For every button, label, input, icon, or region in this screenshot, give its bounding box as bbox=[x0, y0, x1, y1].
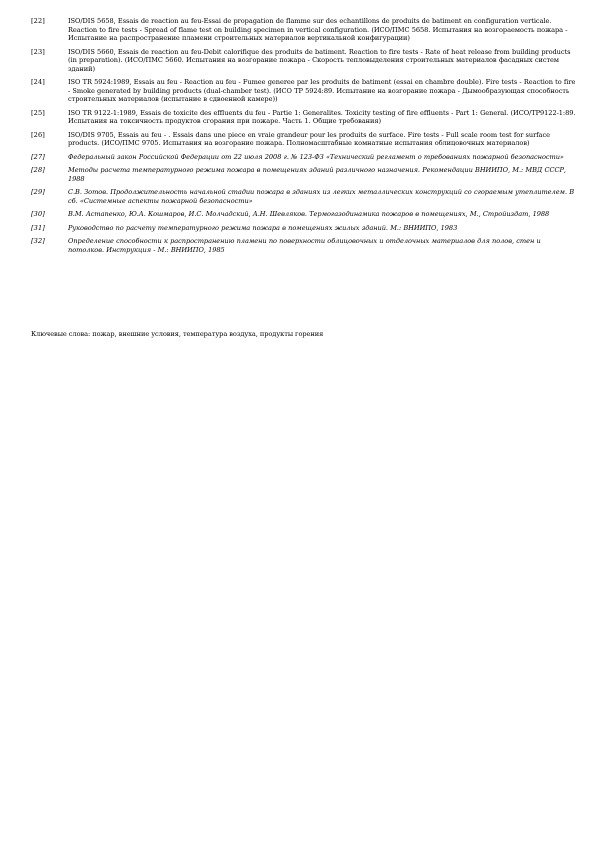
reference-number: [30] bbox=[31, 210, 45, 218]
reference-item bbox=[31, 153, 577, 162]
reference-number: [31] bbox=[31, 223, 45, 232]
reference-number: [22] bbox=[31, 17, 45, 25]
reference-text: ISO TR 9122-1:1989, Essais de toxicite des effluents du feu - Partie 1: Generalites. Toxicity testing of fire effluents - Part 1: General. (ИСО/ТР9122-1:89. Испытания на токсичность продуктов сгорания при пожаре. Часть 1. Общие требования) bbox=[68, 108, 576, 125]
reference-text: Руководство по расчету температурного режима пожара в помещениях жилых зданий. М.: ВНИИПО, 1983 bbox=[68, 223, 458, 232]
reference-number: [25] bbox=[31, 108, 45, 117]
reference-number: [23] bbox=[31, 47, 45, 56]
reference-text: В.М. Астапенко, Ю.А. Кошмаров, И.С. Молчадский, А.Н. Шевляков. Термогазодинамика пожаров в помещениях, М., Стройиздат, 1988 bbox=[68, 210, 550, 218]
reference-text: ISO TR 5924:1989, Essais au feu - Reaction au feu - Fumee generee par les produits de batiment (essai en chambre double). Fire tests - Reaction to fire - Smoke generated by building products (dual-chamber test). (ИСО ТР 5924:89. Испытание на возгорание пожара - Дымообразующая способность строительных материалов (испытание в сдвоенной камере)) bbox=[68, 78, 576, 103]
reference-number: [26] bbox=[31, 130, 45, 139]
reference-item bbox=[31, 131, 577, 148]
reference-item bbox=[31, 224, 577, 233]
reference-number: [32] bbox=[31, 237, 45, 245]
reference-number: [29] bbox=[31, 188, 45, 196]
reference-item bbox=[31, 109, 577, 126]
references-list bbox=[31, 17, 577, 259]
reference-text: ISO/DIS 9705, Essais au feu - . Essais dans une piece en vraie grandeur pour les produits de surface. Fire tests - Full scale room test for surface products. (ИСО/ПМС 9705. Испытания на возгорание пожара. Полномасштабные комнатные испытания облицовочных материалов) bbox=[68, 130, 550, 147]
reference-number: [28] bbox=[31, 166, 45, 174]
reference-text: С.В. Зотов. Продолжительность начальной стадии пожара в зданиях из легких металлических конструкций со сгораемым утеплителем. В сб. «Системные аспекты пожарной безопасности» bbox=[68, 188, 575, 205]
reference-item bbox=[31, 210, 577, 219]
reference-item bbox=[31, 78, 577, 104]
reference-text: ISO/DIS 5660, Essais de reaction au feu-Debit calorifique des produits de batiment. Reaction to fire tests - Rate of heat release from building products (in preparation). (ИСО/ПМС 5660. Испытания на возгорание пожара - Скорость тепловыделения строительных материалов фасадных систем зданий) bbox=[68, 47, 571, 73]
reference-item bbox=[31, 48, 577, 74]
reference-text: ISO/DIS 5658, Essais de reaction au feu-Essai de propagation de flamme sur des echantillons de produits de batiment en configuration verticale. Reaction to fire tests - Spread of flame test on building specimen in vertical configuration. (ИСО/ПМС 5658. Испытания на возгораемость пожара - Испытание на распространение пламени строительных материалов вертикальной конфигурации) bbox=[68, 17, 568, 42]
reference-number: [27] bbox=[31, 152, 45, 161]
reference-item bbox=[31, 188, 577, 205]
reference-text: Федеральный закон Российской Федерации от 22 июля 2008 г. № 123-ФЗ «Технический регламент о требованиях пожарной безопасности» bbox=[68, 152, 564, 161]
reference-item bbox=[31, 17, 577, 43]
reference-item bbox=[31, 166, 577, 183]
reference-text: Методы расчета температурного режима пожара в помещениях зданий различного назначения. Рекомендации ВНИИПО, М.: МВД СССР, 1988 bbox=[68, 166, 566, 183]
reference-item bbox=[31, 237, 577, 254]
keywords-line: Ключевые слова: пожар, внешние условия, температура воздуха, продукты горения bbox=[31, 330, 324, 338]
reference-text: Определение способности к распространению пламени по поверхности облицовочных и отделочных материалов для полов, стен и потолков. Инструкция - М.: ВНИИПО, 1985 bbox=[68, 237, 541, 254]
reference-number: [24] bbox=[31, 78, 45, 86]
